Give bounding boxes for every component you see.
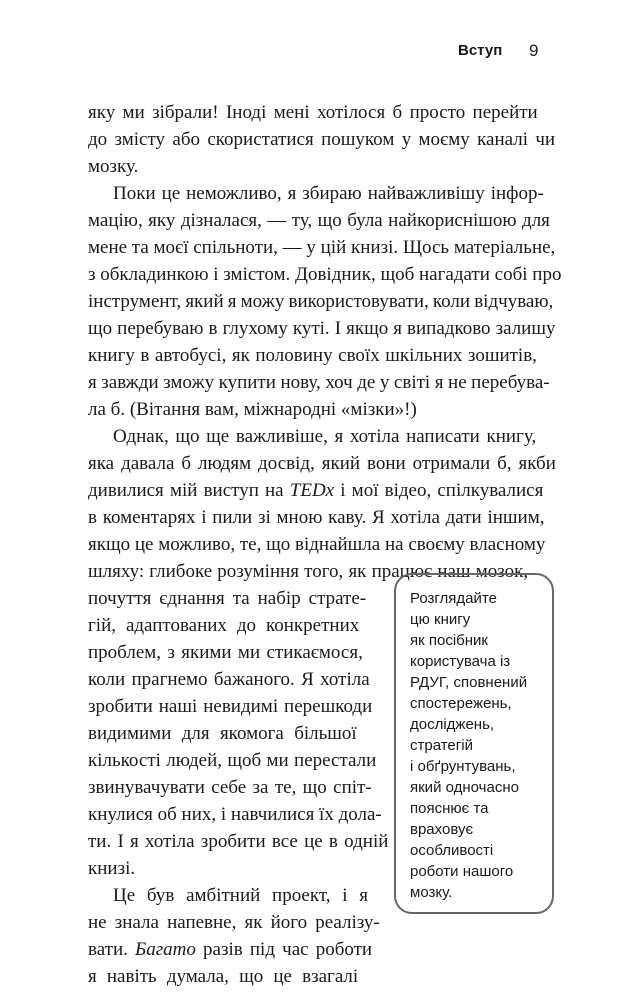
callout-line: Розглядайте bbox=[410, 590, 497, 607]
callout-line: цю книгу bbox=[410, 611, 471, 628]
text-line: дивилися мій виступ на TEDx і мої відео, спілкувалися bbox=[88, 480, 544, 501]
text-line: ти. І я хотіла зробити все це в одній bbox=[88, 831, 389, 852]
text-line: книзі. bbox=[88, 858, 136, 879]
callout-line: роботи нашого bbox=[410, 863, 514, 880]
text-line: шляху: глибоке розуміння того, як працює наш мозок, bbox=[88, 561, 529, 582]
text-line: з обкладинкою і змістом. Довідник, щоб нагадати собі про bbox=[88, 264, 562, 285]
callout-line: пояснює та bbox=[410, 800, 489, 817]
text-line: звинувачувати себе за те, що спіт- bbox=[88, 777, 372, 798]
callout-line: враховує bbox=[410, 821, 474, 838]
text-line: мацію, яку дізналася, — ту, що була найкориснішою для bbox=[88, 210, 550, 231]
text-line: кнулися об них, і навчилися їх дола- bbox=[88, 804, 382, 825]
page-number: 9 bbox=[529, 41, 539, 60]
text-line: не знала напевне, як його реалізу- bbox=[88, 912, 380, 933]
emphasis-bahato: Багато bbox=[135, 939, 196, 960]
text-line: ла б. (Вітання вам, міжнародні «мізки»!) bbox=[88, 399, 417, 420]
text-line: мозку. bbox=[88, 156, 139, 177]
running-header bbox=[0, 42, 629, 66]
text-line: я завжди зможу купити нову, хоч де у світі я не перебува- bbox=[88, 372, 550, 393]
callout-line: спостережень, bbox=[410, 695, 512, 712]
text-line: яка давала б людям досвід, який вони отримали б, якби bbox=[88, 453, 556, 474]
callout-line: досліджень, bbox=[410, 716, 495, 733]
text-line: коли прагнемо бажаного. Я хотіла bbox=[88, 669, 370, 690]
text-line: Це був амбітний проект, і я bbox=[113, 885, 368, 906]
text-line: до змісту або скористатися пошуком у моєму каналі чи bbox=[88, 129, 556, 150]
callout-line: особливості bbox=[410, 842, 494, 859]
text-line: гій, адаптованих до конкретних bbox=[88, 615, 360, 636]
section-title: Вступ bbox=[458, 42, 503, 59]
text-line: якщо це можливо, те, що віднайшла на своєму власному bbox=[88, 534, 546, 555]
text-line: видимими для якомога більшої bbox=[88, 723, 357, 744]
text-line: інструмент, який я можу використовувати, коли відчуваю, bbox=[88, 291, 554, 312]
emphasis-tedx: TEDx bbox=[289, 480, 335, 501]
text-line: що перебуваю в глухому куті. І якщо я випадково залишу bbox=[88, 318, 556, 339]
callout-line: стратегій bbox=[410, 737, 473, 754]
callout-line: який одночасно bbox=[410, 779, 519, 796]
text-line: в коментарях і пили зі мною каву. Я хотіла дати іншим, bbox=[88, 507, 545, 528]
callout-line: мозку. bbox=[410, 884, 453, 901]
text-line: зробити наші невидимі перешкоди bbox=[88, 696, 373, 717]
text-line: проблем, з якими ми стикаємося, bbox=[88, 642, 363, 663]
text-line: Поки це неможливо, я збираю найважливішу інфор- bbox=[113, 183, 544, 204]
text-line: книгу в автобусі, як половину своїх шкільних зошитів, bbox=[88, 345, 537, 366]
callout-line: і обґрунтувань, bbox=[410, 758, 516, 775]
text-line: вати. Багато разів під час роботи bbox=[88, 939, 373, 960]
callout-line: користувача із bbox=[410, 653, 511, 670]
text-line: кількості людей, щоб ми перестали bbox=[88, 750, 377, 771]
text-line: почуття єднання та набір страте- bbox=[88, 588, 367, 609]
text-line: Однак, що ще важливіше, я хотіла написати книгу, bbox=[113, 426, 537, 447]
text-line: я навіть думала, що це взагалі bbox=[88, 966, 359, 987]
callout-line: РДУГ, сповнений bbox=[410, 674, 528, 691]
text-line: яку ми зібрали! Іноді мені хотілося б просто перейти bbox=[88, 102, 538, 123]
text-line: мене та моєї спільноти, — у цій книзі. Щось матеріальне, bbox=[88, 237, 556, 258]
callout-line: як посібник bbox=[410, 632, 488, 649]
